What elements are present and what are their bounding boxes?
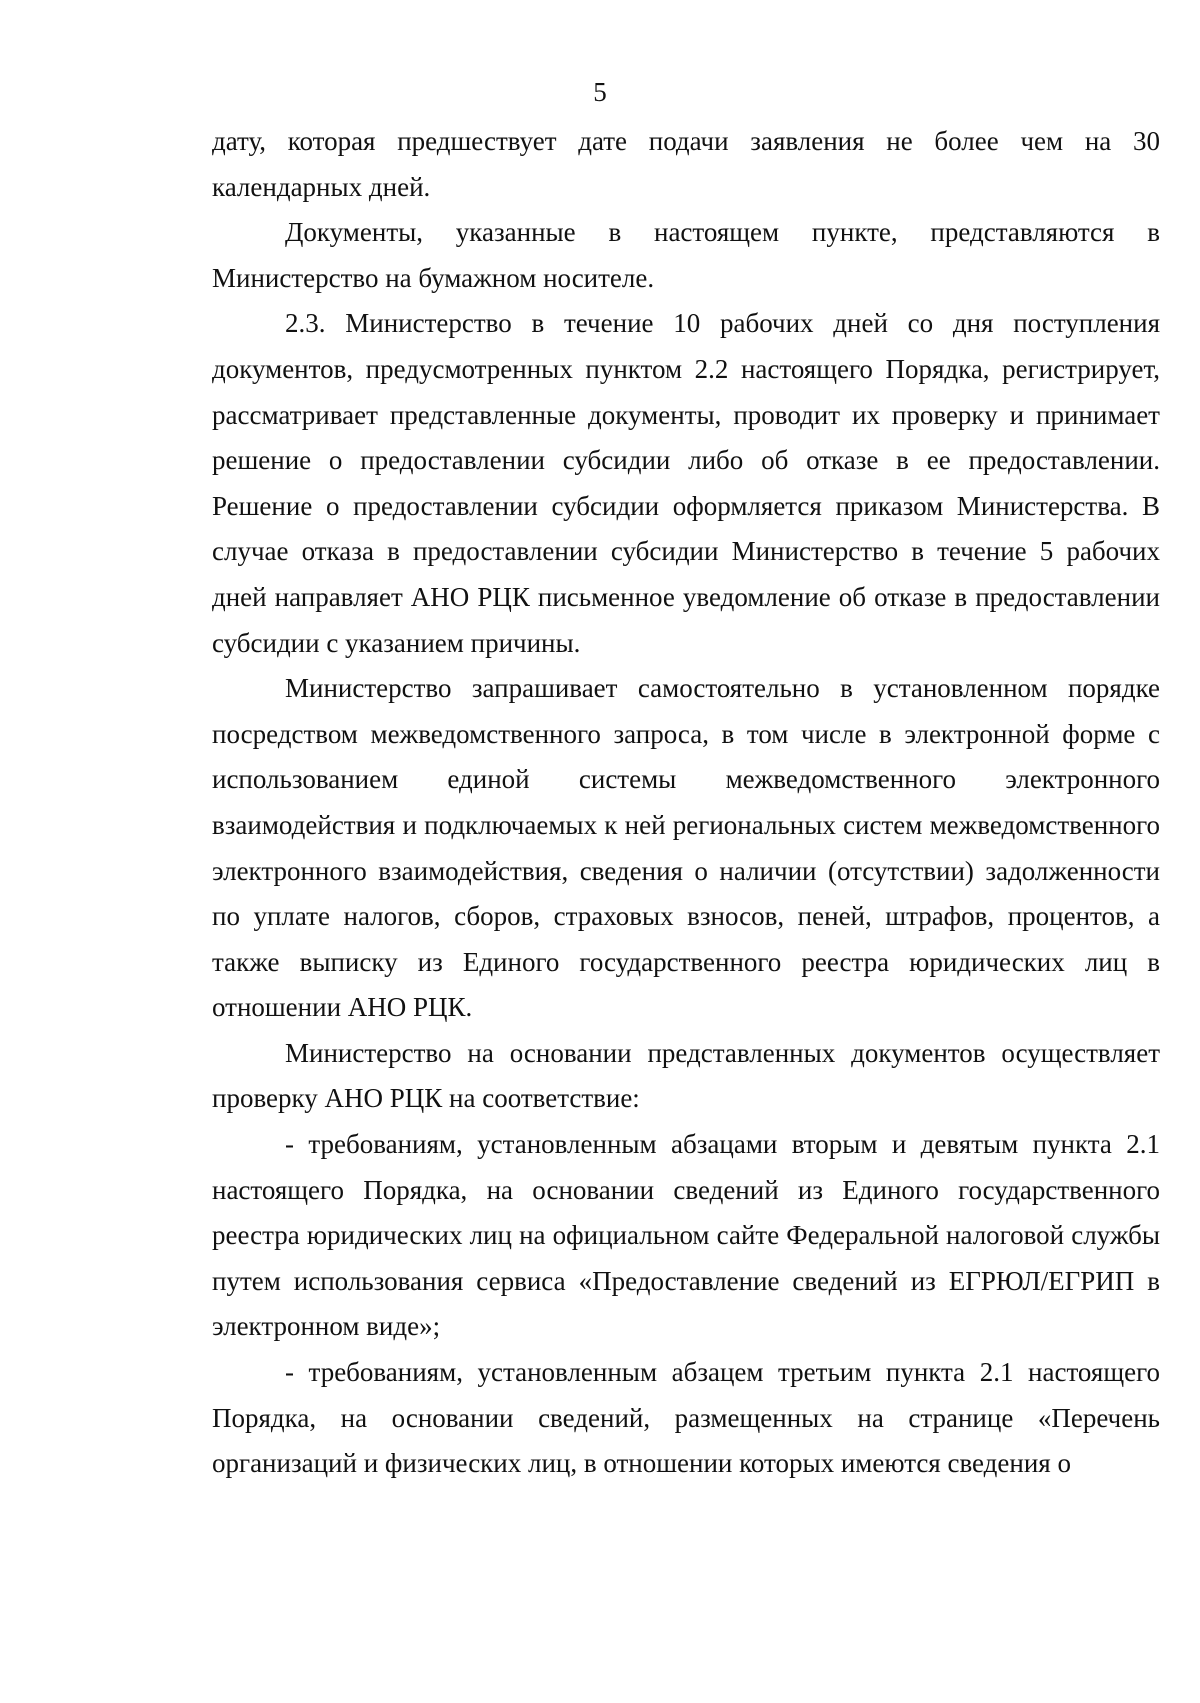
list-item-egrul-requirements: - требованиям, установленным абзацами вторым и девятым пункта 2.1 настоящего Порядка, на основании сведений из Единого государственного реестра юридических лиц на официальном сайте Федеральной налоговой службы путем использования сервиса «Предоставление сведений из ЕГРЮЛ/ЕГРИП в электронном виде»; (212, 1129, 1160, 1342)
paragraph-compliance-check: Министерство на основании представленных документов осуществляет проверку АНО РЦК на соответствие: (212, 1037, 1160, 1114)
paragraph-2-3-review: 2.3. Министерство в течение 10 рабочих дней со дня поступления документов, предусмотренных пунктом 2.2 настоящего Порядка, регистрирует, рассматривает представленные документы, проводит их проверку и принимает решение о предоставлении субсидии либо об отказе в ее предоставлении. Решение о предоставлении субсидии оформляется приказом Министерства. В случае отказа в предоставлении субсидии Министерство в течение 5 рабочих дней направляет АНО РЦК письменное уведомление об отказе в предоставлении субсидии с указанием причины. (212, 308, 1160, 658)
paragraph-documents-submission: Документы, указанные в настоящем пункте, представляются в Министерство на бумажном носителе. (212, 217, 1160, 293)
paragraph-continuation: дату, которая предшествует дате подачи заявления не более чем на 30 календарных дней. (212, 126, 1160, 202)
paragraph-interagency-request: Министерство запрашивает самостоятельно в установленном порядке посредством межведомственного запроса, в том числе в электронной форме с использованием единой системы межведомственного электронного взаимодействия и подключаемых к ней региональных систем межведомственного электронного взаимодействия, сведения о наличии (отсутствии) задолженности по уплате налогов, сборов, страховых взносов, пеней, штрафов, процентов, а также выписку из Единого государственного реестра юридических лиц в отношении АНО РЦК. (212, 673, 1160, 1023)
document-body (212, 119, 1160, 1487)
page-number: 5 (593, 77, 607, 107)
list-item-third-paragraph-requirements: - требованиям, установленным абзацем третьим пункта 2.1 настоящего Порядка, на основании сведений, размещенных на странице «Перечень организаций и физических лиц, в отношении которых имеются сведения о (212, 1357, 1160, 1479)
